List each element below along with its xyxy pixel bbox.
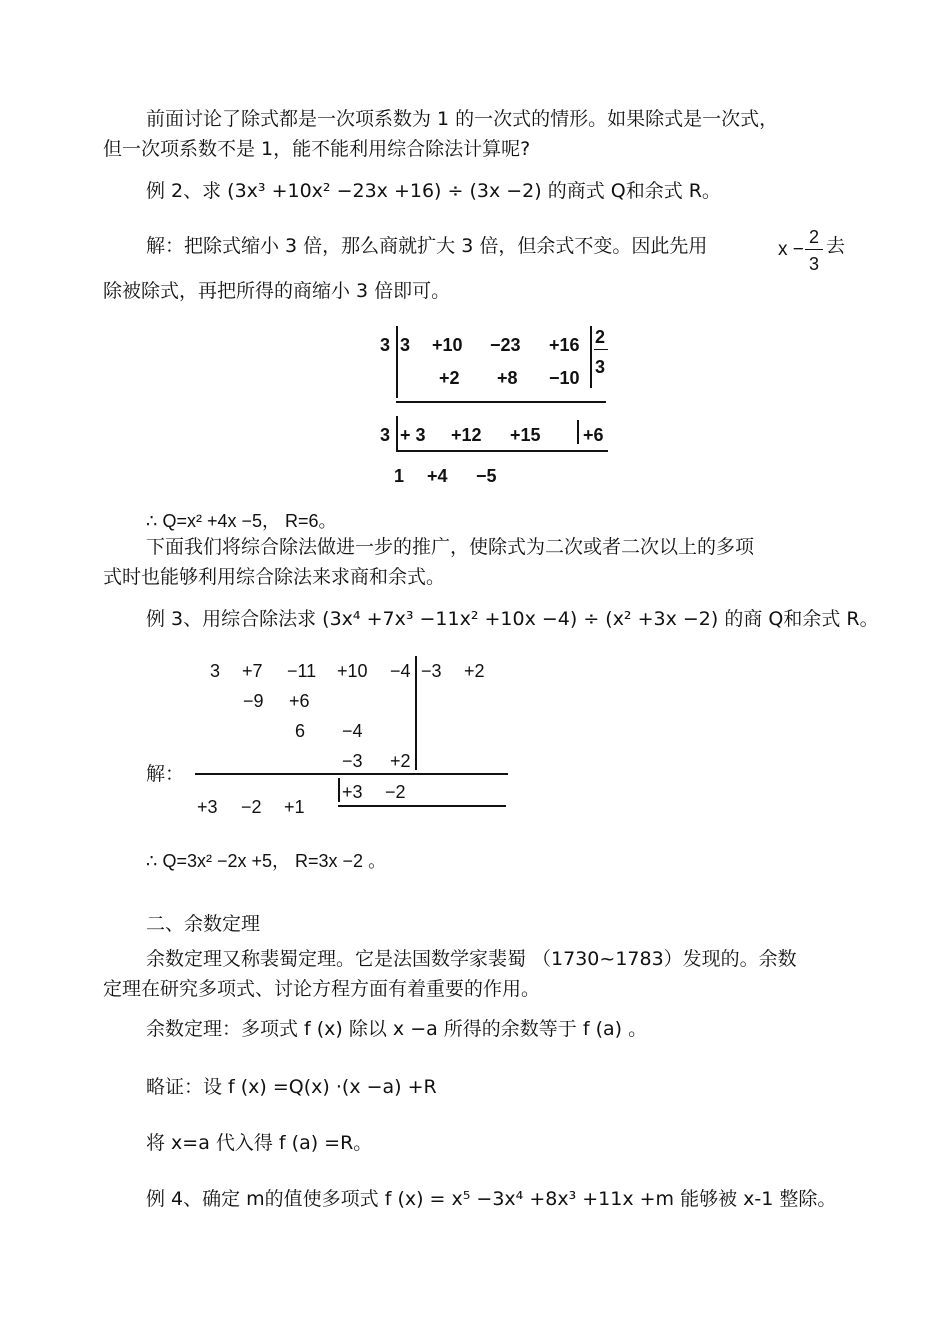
row1-cell-2: +10 [432, 335, 463, 355]
ex3-quotient-3: +1 [284, 797, 305, 817]
ex3-row2-cell-2: +6 [289, 691, 310, 711]
example-2-result: ∴ Q=x² +4x −5， R=6。 [146, 511, 337, 531]
fraction-numerator: 2 [808, 227, 819, 247]
ex3-row4-cell-2: +2 [390, 751, 411, 771]
row1-cell-1: 3 [400, 335, 411, 355]
example-3-solution-label: 解： [146, 763, 185, 785]
fraction-denominator: 3 [808, 254, 819, 274]
ex3-row3-cell-1: 6 [295, 721, 306, 741]
theorem-intro-line-2: 定理在研究多项式、讨论方程方面有着重要的作用。 [103, 978, 541, 1000]
remainder-rule [577, 420, 579, 444]
ex3-row1-cell-4: +10 [337, 661, 368, 681]
row2-cell-1: +2 [439, 368, 460, 388]
section-heading: 二、余数定理 [146, 913, 261, 935]
divisor-numerator: 2 [595, 327, 606, 347]
ex3-row3-cell-2: −4 [342, 721, 363, 741]
fraction-bar [805, 249, 823, 250]
intro-line-2: 但一次项系数不是 1，能不能利用综合除法计算呢? [103, 138, 531, 160]
example-3-result: ∴ Q=3x² −2x +5， R=3x −2 。 [146, 851, 387, 871]
intro-line-1: 前面讨论了除式都是一次项系数为 1 的一次式的情形。如果除式是一次式， [146, 108, 779, 130]
ex3-quotient-1: +3 [197, 797, 218, 817]
ex3-remainder-underline [338, 805, 506, 807]
ex3-remainder-2: −2 [385, 782, 406, 802]
row2-cell-2: +8 [497, 368, 518, 388]
generalization-line-1: 下面我们将综合除法做进一步的推广，使除式为二次或者二次以上的多项 [146, 536, 755, 558]
theorem-statement: 余数定理：多项式 f (x) 除以 x −a 所得的余数等于 f (a) 。 [146, 1018, 648, 1040]
ex3-row2-cell-1: −9 [243, 691, 264, 711]
ex3-row1-cell-5: −4 [390, 661, 411, 681]
theorem-intro-line-1: 余数定理又称裴蜀定理。它是法国数学家裴蜀 （1730~1783）发现的。余数 [146, 948, 797, 970]
ex3-divisor-2: +2 [464, 661, 485, 681]
example-2-solution-line-2: 除被除式，再把所得的商缩小 3 倍即可。 [103, 280, 451, 302]
row1-cell-3: −23 [490, 335, 521, 355]
ex3-row1-cell-3: −11 [287, 661, 317, 681]
left-rule-2 [396, 416, 398, 450]
proof-sketch: 略证：设 f (x) =Q(x) ·(x −a) +R [146, 1076, 437, 1098]
example-3-title: 例 3、用综合除法求 (3x⁴ +7x³ −11x² +10x −4) ÷ (x² +3x −2) 的商 Q和余式 R。 [146, 608, 879, 630]
ex3-remainder-rule [338, 778, 340, 802]
ex3-divisor-rule [415, 656, 417, 770]
left-rule [396, 326, 398, 398]
substitution-line: 将 x=a 代入得 f (a) =R。 [146, 1132, 373, 1154]
row3-cell-2: +12 [451, 425, 482, 445]
example-2-solution-end: 去 [826, 235, 846, 257]
row1-lead: 3 [380, 335, 391, 355]
row4-cell-1: 1 [394, 466, 405, 486]
divisor-denominator: 3 [595, 357, 606, 377]
ex3-row1-cell-1: 3 [210, 661, 221, 681]
row4-cell-2: +4 [427, 466, 448, 486]
row3-cell-1: + 3 [400, 425, 426, 445]
ex3-remainder-1: +3 [342, 782, 363, 802]
example-4-title: 例 4、确定 m的值使多项式 f (x) = x⁵ −3x⁴ +8x³ +11x +m 能够被 x-1 整除。 [146, 1188, 837, 1210]
ex3-row4-cell-1: −3 [342, 751, 363, 771]
row3-remainder: +6 [583, 425, 604, 445]
row1-cell-4: +16 [549, 335, 580, 355]
row3-lead: 3 [380, 425, 391, 445]
sum-rule-1 [396, 401, 606, 403]
row3-cell-3: +15 [510, 425, 541, 445]
ex3-quotient-2: −2 [241, 797, 262, 817]
ex3-sum-rule [195, 773, 508, 775]
generalization-line-2: 式时也能够利用综合除法来求商和余式。 [103, 566, 446, 588]
divisor-fraction-bar [594, 349, 608, 350]
divisor-rule [590, 326, 592, 388]
row4-cell-3: −5 [476, 466, 497, 486]
sum-rule-2 [396, 450, 608, 452]
divisor-x-minus: x − [778, 239, 804, 260]
row2-cell-3: −10 [549, 368, 580, 388]
example-2-title: 例 2、求 (3x³ +10x² −23x +16) ÷ (3x −2) 的商式 Q和余式 R。 [146, 180, 721, 202]
example-2-solution-line-1: 解：把除式缩小 3 倍，那么商就扩大 3 倍，但余式不变。因此先用 [146, 235, 708, 257]
ex3-row1-cell-2: +7 [242, 661, 263, 681]
ex3-divisor-1: −3 [421, 661, 442, 681]
